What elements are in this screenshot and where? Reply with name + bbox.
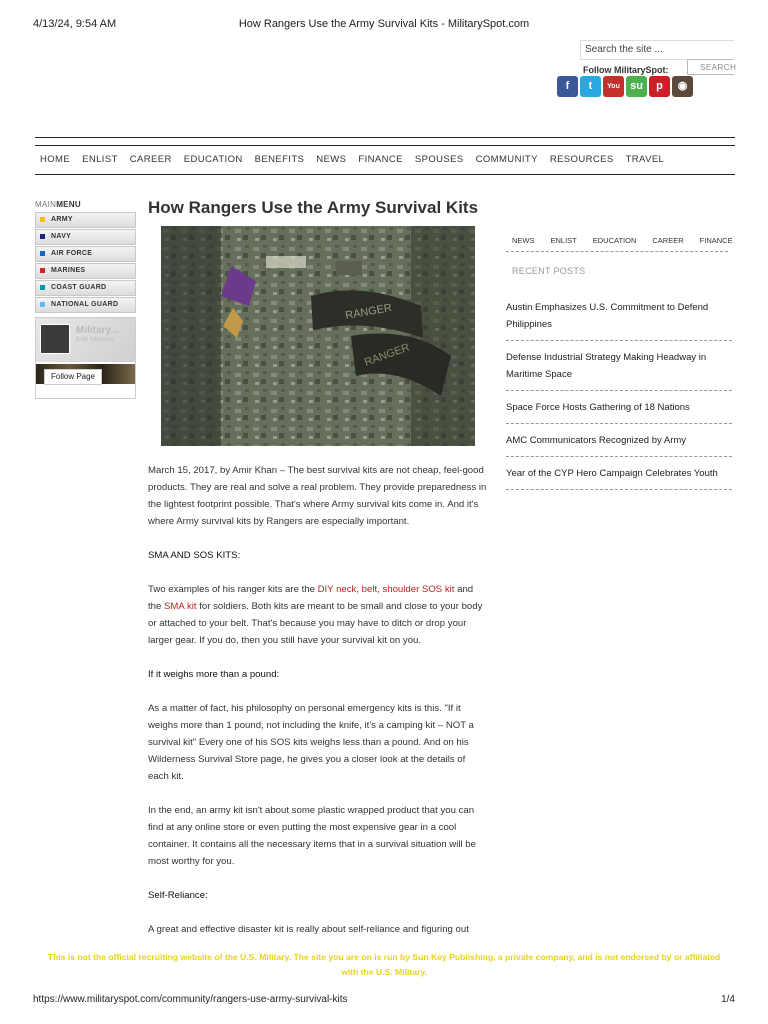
- page-title: How Rangers Use the Army Survival Kits: [148, 198, 479, 217]
- article-paragraph: March 15, 2017, by Amir Khan – The best survival kits are not cheap, feel-good products. They are real and solve a real problem. They provide preparedness in the lightest footprint possible. That's where Army survival kits come in. And it's where Army survival kits by Rangers are especially important.: [148, 465, 487, 527]
- avatar: [40, 324, 70, 354]
- diy-sos-kit-link[interactable]: DIY neck, belt, shoulder SOS kit: [317, 584, 455, 595]
- tab-news[interactable]: NEWS: [512, 236, 535, 245]
- print-page-number: 1/4: [721, 994, 735, 1005]
- print-header: [33, 18, 735, 32]
- tab-finance[interactable]: FINANCE: [699, 236, 733, 245]
- nav-item-community[interactable]: COMMUNITY: [475, 154, 538, 165]
- category-tabs: [506, 234, 733, 252]
- article-paragraph: Two examples of his ranger kits are the DIY neck, belt, shoulder SOS kit and the SMA kit for soldiers. Both kits are meant to be small and close to your body or attached to your belt. That's because you may have to ditch or drop your larger gear. If you do, then you still have your survival kit on you.: [148, 584, 483, 646]
- main-menu-item-label: AIR FORCE: [51, 250, 93, 257]
- disclaimer-banner: This is not the official recruiting website of the U.S. Military. The site you are on is run by Sun Key Publishing, a private company, and is not endorsed by or affiliated with the U.S. Military.: [47, 952, 721, 977]
- branch-color-icon: [40, 302, 45, 307]
- print-footer-url: https://www.militaryspot.com/community/rangers-use-army-survival-kits: [33, 994, 348, 1005]
- nav-item-spouses[interactable]: SPOUSES: [414, 154, 464, 165]
- stumbleupon-icon[interactable]: su: [626, 76, 647, 97]
- social-icons: [557, 76, 693, 97]
- tab-enlist[interactable]: ENLIST: [550, 236, 577, 245]
- twitter-icon[interactable]: t: [580, 76, 601, 97]
- main-nav: [40, 154, 676, 165]
- nav-item-news[interactable]: NEWS: [316, 154, 347, 165]
- nav-item-finance[interactable]: FINANCE: [358, 154, 403, 165]
- article-subheading: Self-Reliance:: [148, 890, 208, 901]
- main-menu-item-label: COAST GUARD: [51, 284, 107, 291]
- article-hero-image: [161, 226, 475, 446]
- nav-item-education[interactable]: EDUCATION: [183, 154, 243, 165]
- main-menu-item-navy[interactable]: [35, 229, 136, 245]
- article-subheading: If it weighs more than a pound:: [148, 669, 280, 680]
- facebook-page-widget[interactable]: [35, 317, 136, 399]
- svg-text:RANGER: RANGER: [362, 341, 412, 369]
- branch-color-icon: [40, 268, 45, 273]
- follow-label: Follow MilitarySpot:: [583, 65, 669, 75]
- nav-item-benefits[interactable]: BENEFITS: [254, 154, 305, 165]
- article-subheading: SMA AND SOS KITS:: [148, 550, 241, 561]
- sma-kit-link[interactable]: SMA kit: [164, 601, 197, 612]
- article-paragraph: A great and effective disaster kit is really about self-reliance and figuring out: [148, 924, 469, 935]
- recent-post-link[interactable]: Defense Industrial Strategy Making Headway in Maritime Space: [506, 348, 732, 391]
- search-input[interactable]: Search the site ...: [580, 40, 734, 60]
- main-menu-item-air-force[interactable]: [35, 246, 136, 262]
- recent-posts-list: [506, 298, 732, 497]
- header-rule: [35, 145, 735, 146]
- follow-page-button[interactable]: Follow Page: [44, 369, 102, 385]
- recent-posts-heading: RECENT POSTS: [512, 266, 586, 276]
- main-menu-item-label: MARINES: [51, 267, 86, 274]
- main-menu-item-army[interactable]: [35, 212, 136, 228]
- fb-page-name[interactable]: Military...: [76, 325, 119, 336]
- main-menu-item-coast-guard[interactable]: [35, 280, 136, 296]
- branch-color-icon: [40, 217, 45, 222]
- main-menu-item-label: NATIONAL GUARD: [51, 301, 119, 308]
- recent-post-link[interactable]: AMC Communicators Recognized by Army: [506, 431, 732, 457]
- main-menu-title: MAINMENU: [35, 200, 81, 209]
- nav-item-enlist[interactable]: ENLIST: [82, 154, 118, 165]
- recent-post-link[interactable]: Austin Emphasizes U.S. Commitment to Defend Philippines: [506, 298, 732, 341]
- nav-item-home[interactable]: HOME: [40, 154, 71, 165]
- branch-color-icon: [40, 234, 45, 239]
- main-menu-item-label: ARMY: [51, 216, 73, 223]
- main-menu-item-national-guard[interactable]: [35, 297, 136, 313]
- main-menu-item-marines[interactable]: [35, 263, 136, 279]
- youtube-icon[interactable]: You: [603, 76, 624, 97]
- main-menu: [35, 200, 136, 399]
- search-button[interactable]: SEARCH: [687, 59, 734, 75]
- nav-item-travel[interactable]: TRAVEL: [625, 154, 665, 165]
- tab-education[interactable]: EDUCATION: [592, 236, 637, 245]
- svg-text:RANGER: RANGER: [344, 301, 393, 322]
- facebook-icon[interactable]: f: [557, 76, 578, 97]
- article-body: [148, 462, 488, 955]
- branch-color-icon: [40, 285, 45, 290]
- article-paragraph: As a matter of fact, his philosophy on personal emergency kits is this. "If it weighs more than 1 pound, not including the knife, it's a camping kit – NOT a survival kit" Every one of his SOS kits weighs less than a pound. And on his Wilderness Survival Store page, he gives you a closer look at the details of each kit.: [148, 703, 474, 782]
- branch-color-icon: [40, 251, 45, 256]
- tab-career[interactable]: CAREER: [652, 236, 684, 245]
- fb-followers: 5.8K followers: [76, 337, 114, 343]
- pinterest-icon[interactable]: p: [649, 76, 670, 97]
- nav-item-career[interactable]: CAREER: [129, 154, 172, 165]
- article-paragraph: In the end, an army kit isn't about some plastic wrapped product that you can find at any online store or even putting the most expensive gear in a cool container. It contains all the necessary items that in a survival situation will be most worthy for you.: [148, 805, 476, 867]
- nav-rule: [35, 174, 735, 175]
- header-rule: [35, 137, 735, 138]
- recent-post-link[interactable]: Year of the CYP Hero Campaign Celebrates Youth: [506, 464, 732, 490]
- print-datetime: 4/13/24, 9:54 AM: [33, 18, 117, 30]
- recent-post-link[interactable]: Space Force Hosts Gathering of 18 Nations: [506, 398, 732, 424]
- print-title: How Rangers Use the Army Survival Kits - MilitarySpot.com: [238, 18, 530, 30]
- instagram-icon[interactable]: ◉: [672, 76, 693, 97]
- main-menu-item-label: NAVY: [51, 233, 72, 240]
- nav-item-resources[interactable]: RESOURCES: [549, 154, 614, 165]
